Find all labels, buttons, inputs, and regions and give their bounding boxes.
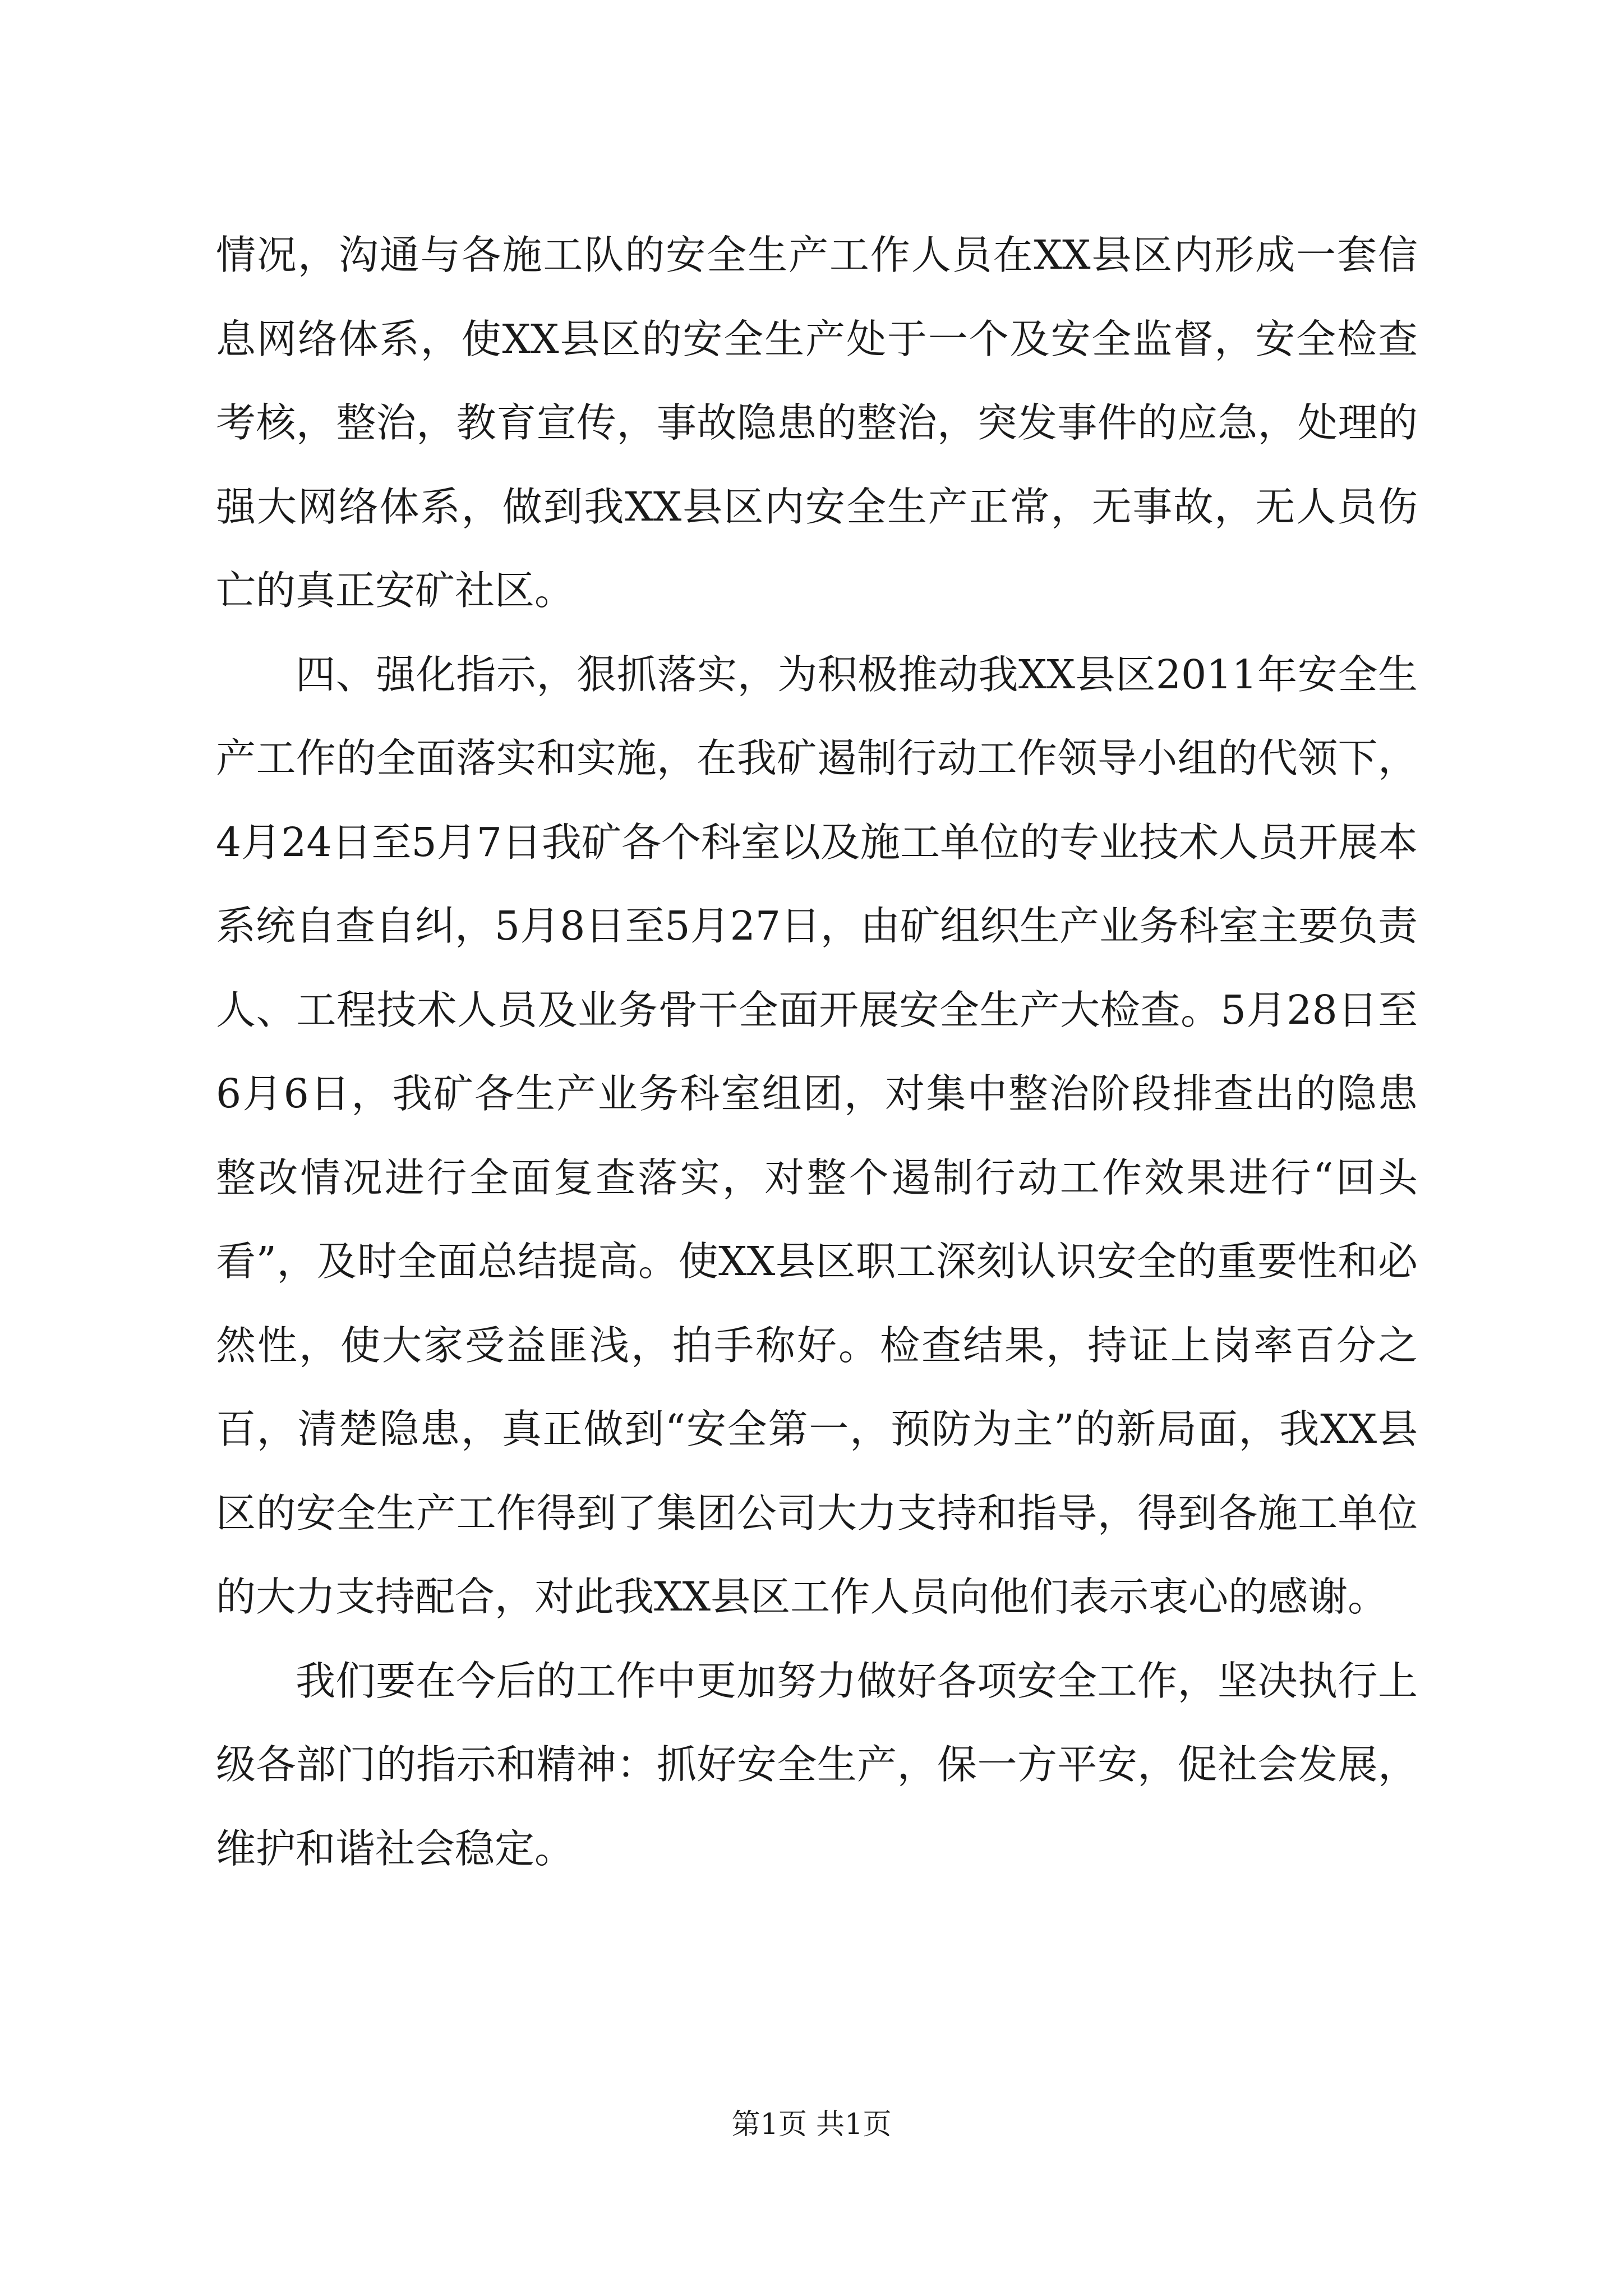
page-number-footer: 第1页 共1页 (731, 2108, 892, 2141)
paragraph-continuation: 情况，沟通与各施工队的安全生产工作人员在XX县区内形成一套信息网络体系，使XX县区的安全生产处于一个及安全监督，安全检查考核，整治，教育宣传，事故隐患的整治，突发事件的应急，处理的强大网络体系，做到我XX县区内安全生产正常，无事故，无人员伤亡的真正安矿社区。 (216, 232, 1418, 614)
document-body (216, 213, 1418, 1890)
paragraph-conclusion: 我们要在今后的工作中更加努力做好各项安全工作，坚决执行上级各部门的指示和精神：抓好安全生产，保一方平安，促社会发展，维护和谐社会稳定。 (216, 1657, 1418, 1872)
paragraph-section-four: 四、强化指示，狠抓落实，为积极推动我XX县区2011年安全生产工作的全面落实和实施，在我矿遏制行动工作领导小组的代领下，4月24日至5月7日我矿各个科室以及施工单位的专业技术人员开展本系统自查自纠，5月8日至5月27日，由矿组织生产业务科室主要负责人、工程技术人员及业务骨干全面开展安全生产大检查。5月28日至6月6日，我矿各生产业务科室组团，对集中整治阶段排查出的隐患整改情况进行全面复查落实，对整个遏制行动工作效果进行“回头看”，及时全面总结提高。使XX县区职工深刻认识安全的重要性和必然性，使大家受益匪浅，拍手称好。检查结果，持证上岗率百分之百，清楚隐患，真正做到“安全第一，预防为主”的新局面，我XX县区的安全生产工作得到了集团公司大力支持和指导，得到各施工单位的大力支持配合，对此我XX县区工作人员向他们表示衷心的感谢。 (216, 651, 1418, 1620)
